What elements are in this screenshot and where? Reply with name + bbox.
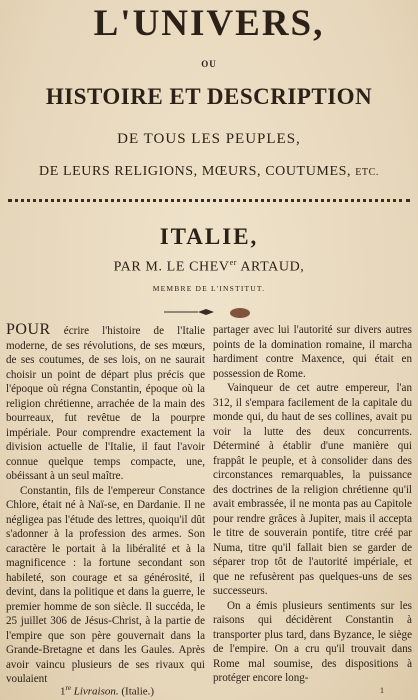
author-prefix: PAR M. LE CHEV — [113, 259, 230, 275]
ornament-icon — [160, 305, 260, 319]
paragraph: Vainqueur de cet autre empereur, l'an 312, il s'empara facilement de la capitale du monde qui, du haut de ses collines, avait pu voir la lutte des deux concurrents. Déterminé à établir d'une manière qui frappât le peuple, et à consolider dans des circonstances remarquables, la puissance des doctrines de la religion chrétienne qu'il avait embrassée, il ne monta pas au Capitole pour rendre grâces à Jupiter, mais il accepta le titre de souverain pontife, titre créé par Numa, titre qu'il fallait bien se garder de séparer trop tôt de l'autorité impériale, et que ne refusèrent pas quelques-uns de ses successeurs. — [213, 382, 412, 597]
paragraph: Constantin, fils de l'empereur Constance Chlore, était né à Naï-se, en Dardanie. Il ne négligea pas l'étude des lettres, quoiqu'il dût s'adonner à la profession des armes. Son caractère le portait à la libéralité et à la magnificence : la fortune secondant son habileté, son courage et sa générosité, il devint, dans la politique et dans la guerre, le premier homme de son siècle. Il succéda, le 25 juillet 306 de Jésus-Christ, à la partie de l'empire que son père gouvernait dans la Grande-Bretagne et dans les Gaules. Après avoir vaincu plusieurs de ses rivaux qui voulaient — [6, 484, 205, 685]
title-connector: OU — [201, 59, 217, 69]
subtitle-line-4-text: DE LEURS RELIGIONS, MŒURS, COUTUMES, — [38, 164, 352, 179]
subtitle-line-4 — [0, 164, 418, 180]
footer-number: 1 — [60, 685, 66, 698]
subtitle-line-3: DE TOUS LES PEUPLES, — [117, 131, 301, 147]
main-title: L'UNIVERS, — [93, 3, 325, 44]
paragraph — [6, 323, 205, 484]
page-number: 1 — [380, 686, 384, 695]
paragraph: On a émis plusieurs sentiments sur les raisons qui décidèrent Constantin à transporter plus tard, dans Byzance, le siège de l'empire. On a cru qu'il trouvait dans Rome mal soumise, des dispositions à protéger encore long- — [213, 599, 412, 684]
paragraph: partager avec lui l'autorité sur divers autres points de la domination romaine, il marcha hardiment contre Maxence, qui était en possession de Rome. — [213, 324, 412, 380]
paragraph-text: écrire l'histoire de l'Italie moderne, de ses révolutions, de ses mœurs, de ses coutumes, de ses lois, on ne saurait choisir un point de départ plus précis que l'époque où régna Constantin, époque où la religion chrétienne, arrachée de la main des bourreaux, fut revêtue de la pourpre impériale. Pour comprendre exactement la division actuelle de l'Italie, il faut l'avoir connue quelque temps compacte, une, obéissant à un seul maître. — [6, 325, 205, 482]
footer-italie: (Italie.) — [118, 685, 155, 698]
author-affiliation: MEMBRE DE L'INSTITUT. — [152, 284, 266, 293]
etc-text: ETC. — [355, 167, 380, 178]
text-column-right — [213, 323, 412, 686]
dotted-divider — [8, 199, 410, 202]
footer-sup: re — [65, 684, 71, 692]
footer-livraison: Livraison. — [70, 685, 119, 698]
subtitle: HISTOIRE ET DESCRIPTION — [45, 84, 373, 109]
signature-mark — [60, 684, 154, 698]
dropcap-word: POUR — [6, 321, 51, 338]
author-name: ARTAUD, — [237, 259, 305, 275]
text-column-left — [6, 323, 205, 687]
section-title: ITALIE, — [159, 224, 259, 249]
author-line — [0, 258, 418, 276]
author-sup: er — [229, 258, 238, 267]
